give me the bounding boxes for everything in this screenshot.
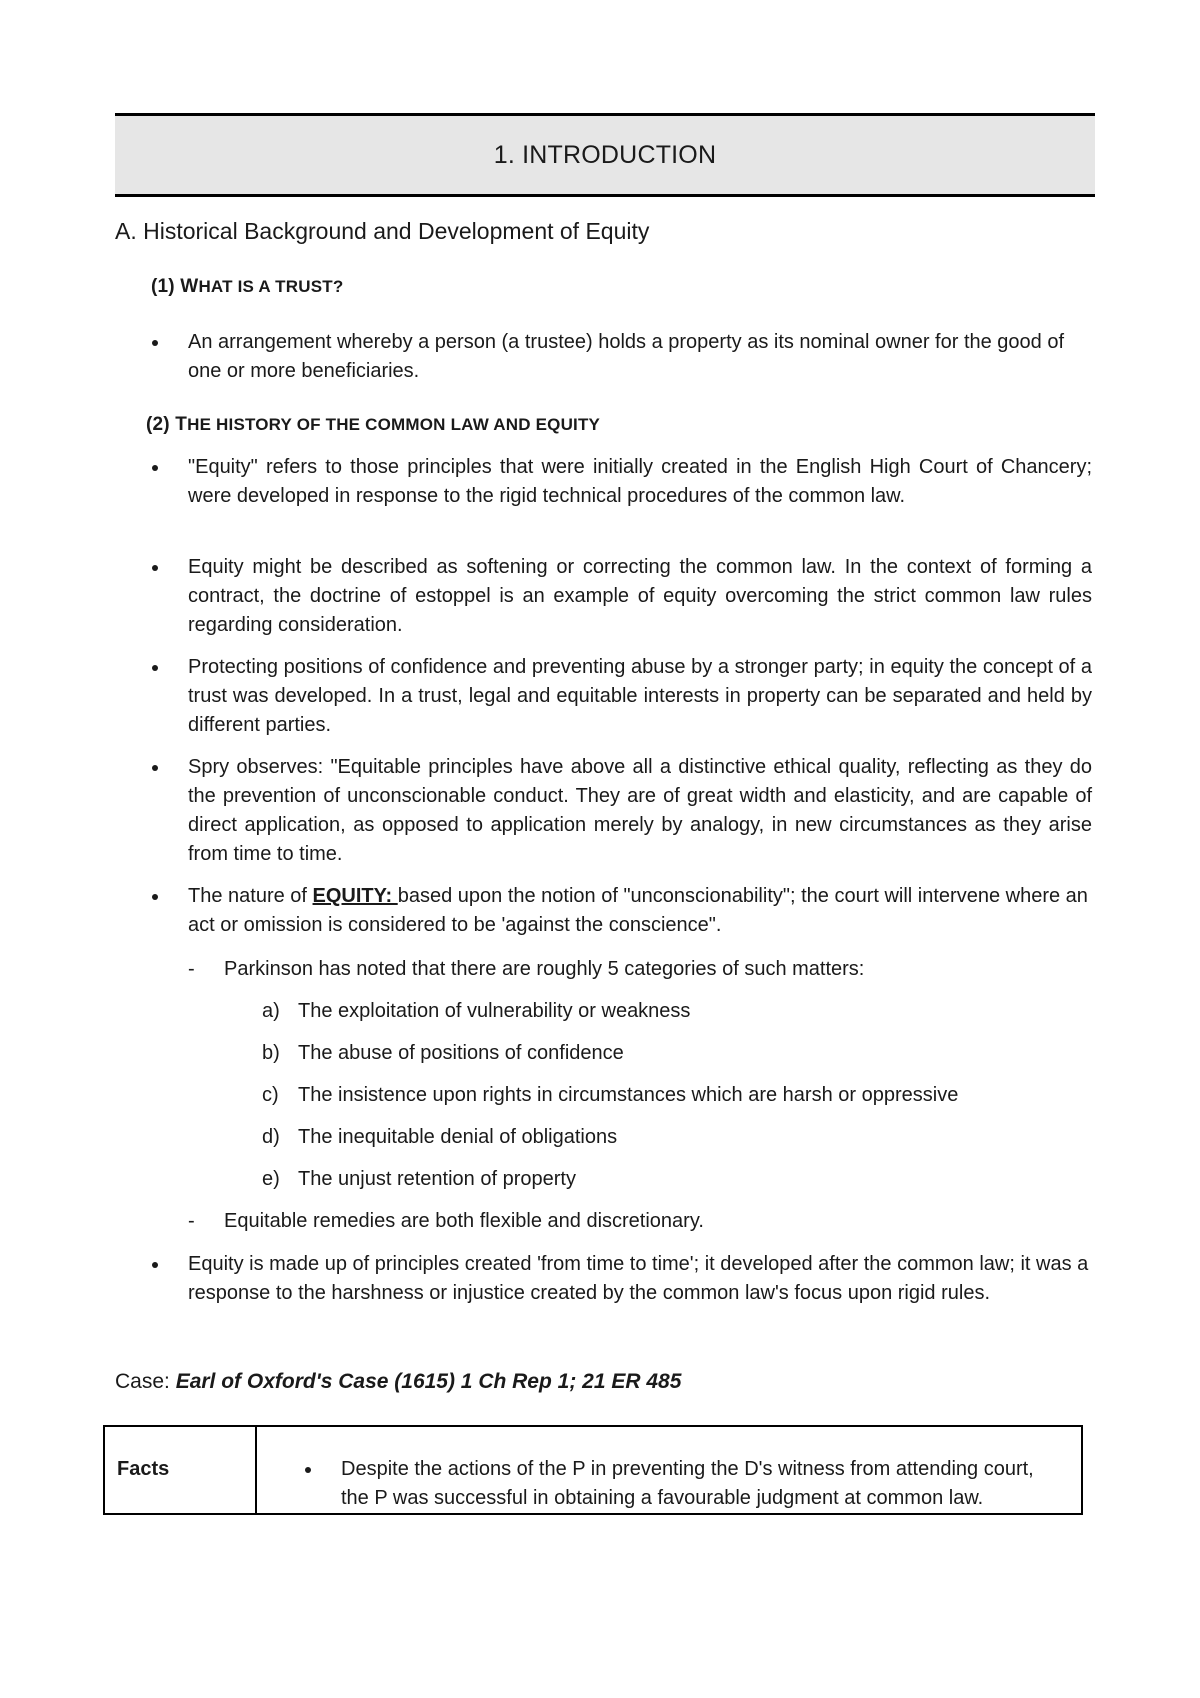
facts-label: Facts	[104, 1426, 256, 1514]
dash-marker: -	[188, 1210, 195, 1232]
chapter-title: 1. INTRODUCTION	[115, 113, 1095, 197]
category-text: The abuse of positions of confidence	[298, 1042, 624, 1064]
bullet-icon	[152, 340, 158, 346]
category-letter: c)	[262, 1084, 279, 1106]
bullet-text: "Equity" refers to those principles that were initially created in the English High Court of Chancery; were developed in response to the rigid technical procedures of the common law.	[188, 456, 1092, 507]
category-text: The unjust retention of property	[298, 1168, 576, 1190]
dash-marker: -	[188, 958, 195, 980]
bullet-text: An arrangement whereby a person (a trustee) holds a property as its nominal owner for the good of one or more beneficiaries.	[188, 331, 1065, 382]
bullet-item	[152, 1250, 1092, 1308]
category-item	[262, 1165, 1082, 1194]
category-item	[262, 1123, 1082, 1152]
facts-text: Despite the actions of the P in preventing the D's witness from attending court, the P was successful in obtaining a favourable judgment at common law.	[341, 1458, 1034, 1509]
dash-text: Parkinson has noted that there are roughly 5 categories of such matters:	[224, 958, 865, 980]
subheading-number: (2) T	[146, 414, 188, 435]
category-item	[262, 1039, 1082, 1068]
category-letter: a)	[262, 1000, 280, 1022]
nature-text-post: based upon the notion of "unconscionability"; the court will intervene where an act or omission is considered to be 'against the conscience".	[188, 885, 1088, 936]
facts-cell	[256, 1426, 1082, 1514]
category-item	[262, 997, 1082, 1026]
bullet-text: Spry observes: "Equitable principles have above all a distinctive ethical quality, reflecting as they do the prevention of unconscionable conduct. They are of great width and elasticity, and are capable of direct application, as opposed to application merely by analogy, in new circumstances as they arise from time to time.	[188, 756, 1092, 865]
bullet-icon	[152, 565, 158, 571]
table-row	[104, 1426, 1082, 1514]
case-citation: Earl of Oxford's Case (1615) 1 Ch Rep 1; 21 ER 485	[175, 1370, 682, 1393]
category-letter: e)	[262, 1168, 280, 1190]
case-label: Case:	[115, 1370, 176, 1393]
bullet-item	[152, 753, 1092, 869]
category-letter: d)	[262, 1126, 280, 1148]
category-text: The inequitable denial of obligations	[298, 1126, 618, 1148]
bullet-icon	[152, 894, 158, 900]
category-text: The insistence upon rights in circumstances which are harsh or oppressive	[298, 1084, 959, 1106]
dash-item	[188, 955, 1088, 984]
equity-term: EQUITY:	[312, 885, 398, 907]
dash-item	[188, 1207, 1088, 1236]
nature-text-pre: The nature of	[188, 885, 313, 907]
subheading-history	[146, 414, 600, 436]
bullet-item-nature-of-equity	[152, 882, 1092, 940]
subheading-what-is-a-trust	[151, 276, 343, 298]
bullet-item	[152, 553, 1092, 640]
subheading-number: (1) W	[151, 276, 199, 297]
bullet-icon	[305, 1467, 311, 1473]
bullet-text: Equity is made up of principles created 'from time to time'; it developed after the common law; it was a response to the harshness or injustice created by the common law's focus upon rigid rules.	[188, 1253, 1089, 1304]
bullet-icon	[152, 765, 158, 771]
category-letter: b)	[262, 1042, 280, 1064]
case-reference	[115, 1370, 681, 1394]
case-facts-table	[103, 1425, 1083, 1515]
subheading-text: HAT IS A TRUST?	[198, 277, 344, 296]
bullet-text: Equity might be described as softening or correcting the common law. In the context of forming a contract, the doctrine of estoppel is an example of equity overcoming the strict common law rules regarding consideration.	[188, 556, 1092, 636]
category-item	[262, 1081, 1082, 1110]
bullet-item	[152, 328, 1092, 386]
category-text: The exploitation of vulnerability or weakness	[298, 1000, 691, 1022]
dash-text: Equitable remedies are both flexible and discretionary.	[224, 1210, 704, 1232]
bullet-text	[188, 882, 1092, 940]
bullet-item	[152, 453, 1092, 511]
section-heading: A. Historical Background and Development of Equity	[115, 218, 650, 244]
bullet-icon	[152, 665, 158, 671]
subheading-text: HE HISTORY OF THE COMMON LAW AND EQUITY	[187, 415, 601, 434]
bullet-icon	[152, 1262, 158, 1268]
bullet-item	[152, 653, 1092, 740]
bullet-icon	[152, 465, 158, 471]
bullet-text: Protecting positions of confidence and preventing abuse by a stronger party; in equity the concept of a trust was developed. In a trust, legal and equitable interests in property can be separated and held by different parties.	[188, 656, 1092, 736]
